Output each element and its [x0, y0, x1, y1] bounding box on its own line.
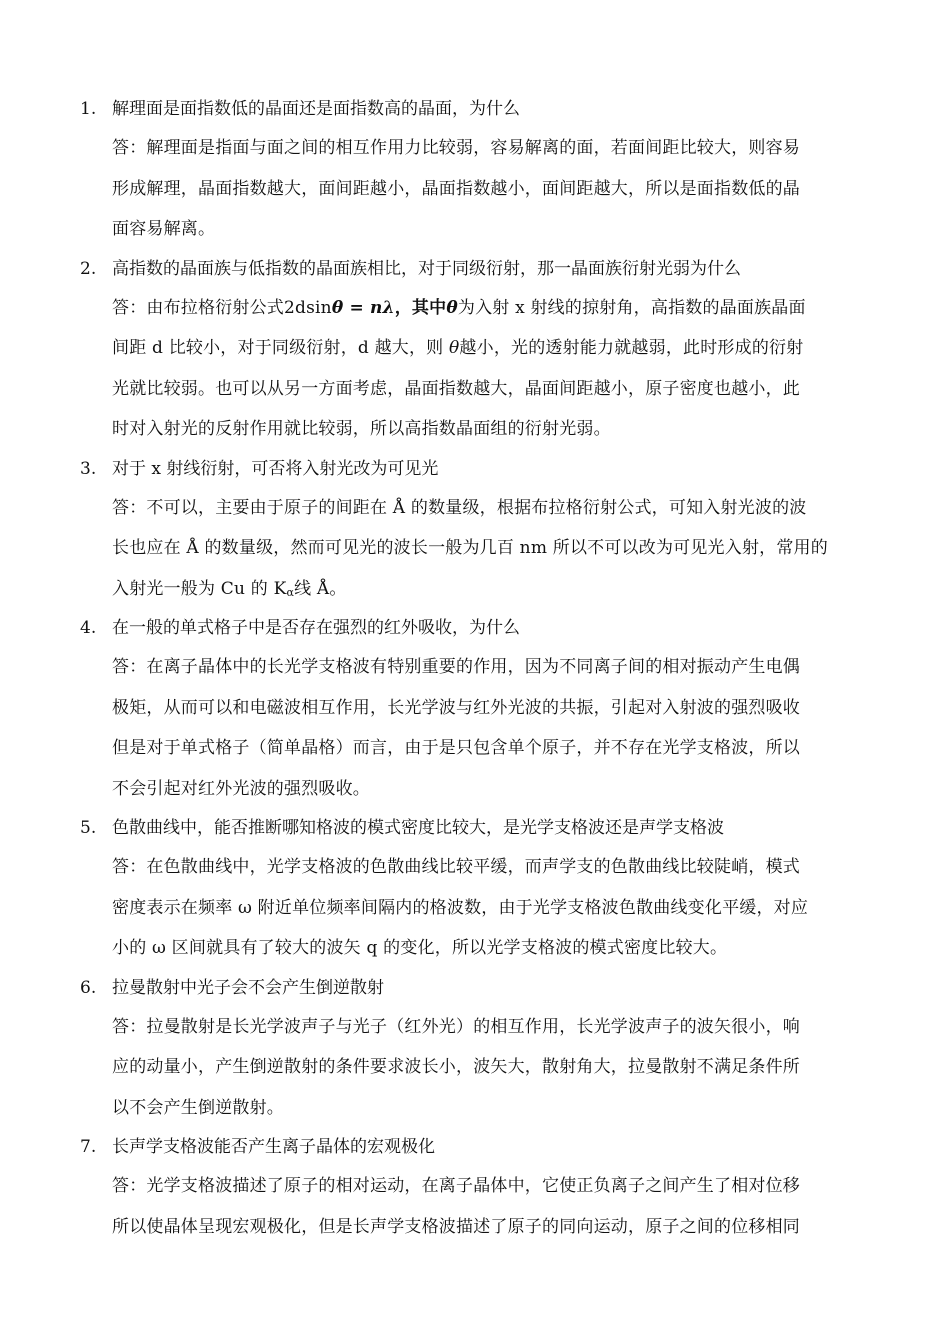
question-3 — [80, 450, 892, 610]
answer-line: 答：光学支格波描述了原子的相对运动，在离子晶体中，它使正负离子之间产生了相对位移 — [112, 1176, 800, 1196]
question-text: 解理面是面指数低的晶面还是面指数高的晶面，为什么 — [112, 99, 520, 119]
question-7 — [80, 1128, 892, 1247]
answer-line: 但是对于单式格子（简单晶格）而言，由于是只包含单个原子，并不存在光学支格波，所以 — [112, 738, 800, 758]
answer-line: 所以使晶体呈现宏观极化，但是长声学支格波描述了原子的同向运动，原子之间的位移相同 — [112, 1216, 800, 1237]
answer-text: ，其中 — [394, 297, 447, 318]
answer-line: 答：解理面是指面与面之间的相互作用力比较弱，容易解离的面，若面间距比较大，则容易 — [112, 138, 800, 158]
answer-line: 光就比较弱。也可以从另一方面考虑，晶面指数越大，晶面间距越小，原子密度也越小，此 — [112, 378, 800, 399]
answer-line: 答：在色散曲线中，光学支格波的色散曲线比较平缓，而声学支的色散曲线比较陡峭，模式 — [112, 857, 800, 877]
question-text: 长声学支格波能否产生离子晶体的宏观极化 — [112, 1137, 435, 1157]
alpha-subscript: α — [286, 585, 295, 599]
question-number: 5. — [80, 818, 97, 838]
answer-line — [112, 328, 892, 369]
answer — [112, 1166, 892, 1247]
question-4 — [80, 609, 892, 809]
answer-line: 以不会产生倒逆散射。 — [112, 1097, 284, 1118]
question-text: 拉曼散射中光子会不会产生倒逆散射 — [112, 977, 384, 998]
answer-text: 答：由布拉格衍射公式2dsin — [112, 297, 332, 318]
question-text: 在一般的单式格子中是否存在强烈的红外吸收，为什么 — [112, 618, 520, 638]
question-text: 色散曲线中，能否推断哪知格波的模式密度比较大，是光学支格波还是声学支格波 — [112, 818, 724, 838]
answer-line: 极矩，从而可以和电磁波相互作用，长光学波与红外光波的共振，引起对入射波的强烈吸收 — [112, 697, 800, 718]
question-number: 2. — [80, 258, 97, 279]
answer-line — [112, 288, 892, 329]
answer-text: 间距 d 比较小，对于同级衍射，d 越大，则 — [112, 338, 449, 358]
answer-line: 答：不可以，主要由于原子的间距在 Å 的数量级，根据布拉格衍射公式，可知入射光波的波 — [112, 497, 807, 518]
answer — [112, 488, 892, 610]
answer — [112, 128, 892, 250]
question-number: 6. — [80, 977, 97, 998]
answer — [112, 847, 892, 969]
question-text: 高指数的晶面族与低指数的晶面族相比，对于同级衍射，那一晶面族衍射光弱为什么 — [112, 258, 741, 279]
question-6 — [80, 969, 892, 1129]
theta-symbol: θ — [446, 297, 458, 318]
theta-symbol: θ — [448, 338, 460, 358]
question-number: 4. — [80, 618, 97, 638]
question-2 — [80, 250, 892, 450]
answer-line: 形成解理，晶面指数越大，面间距越小，晶面指数越小，面间距越大，所以是面指数低的晶 — [112, 178, 800, 199]
question-number: 3. — [80, 458, 97, 479]
bragg-formula: θ = nλ — [331, 297, 395, 318]
answer — [112, 1007, 892, 1129]
answer-line: 不会引起对红外光波的强烈吸收。 — [112, 778, 370, 799]
answer-text: 为入射 x 射线的掠射角，高指数的晶面族晶面 — [457, 297, 806, 318]
answer-line: 长也应在 Å 的数量级，然而可见光的波长一般为几百 nm 所以不可以改为可见光入射，常用的 — [112, 538, 828, 558]
answer-text: 越小，光的透射能力就越弱，此时形成的衍射 — [459, 338, 804, 358]
answer-line: 答：在离子晶体中的长光学支格波有特别重要的作用，因为不同离子间的相对振动产生电偶 — [112, 657, 800, 677]
question-5 — [80, 809, 892, 969]
question-1 — [80, 90, 892, 250]
answer-text: 线 Å。 — [294, 578, 347, 599]
answer-line: 小的 ω 区间就具有了较大的波矢 q 的变化，所以光学支格波的模式密度比较大。 — [112, 938, 728, 958]
answer-line: 时对入射光的反射作用就比较弱，所以高指数晶面组的衍射光弱。 — [112, 419, 611, 439]
question-number: 7. — [80, 1137, 97, 1157]
answer-line: 答：拉曼散射是长光学波声子与光子（红外光）的相互作用，长光学波声子的波矢很小，响 — [112, 1016, 800, 1037]
question-text: 对于 x 射线衍射，可否将入射光改为可见光 — [112, 458, 439, 479]
answer-line: 密度表示在频率 ω 附近单位频率间隔内的格波数，由于光学支格波色散曲线变化平缓，对应 — [112, 897, 809, 918]
answer-line — [112, 569, 892, 610]
answer — [112, 288, 892, 450]
answer-line: 面容易解离。 — [112, 219, 216, 239]
answer-text: 入射光一般为 Cu 的 K — [112, 578, 287, 599]
answer-line: 应的动量小，产生倒逆散射的条件要求波长小，波矢大，散射角大，拉曼散射不满足条件所 — [112, 1057, 800, 1077]
answer — [112, 647, 892, 809]
question-number: 1. — [80, 99, 97, 119]
